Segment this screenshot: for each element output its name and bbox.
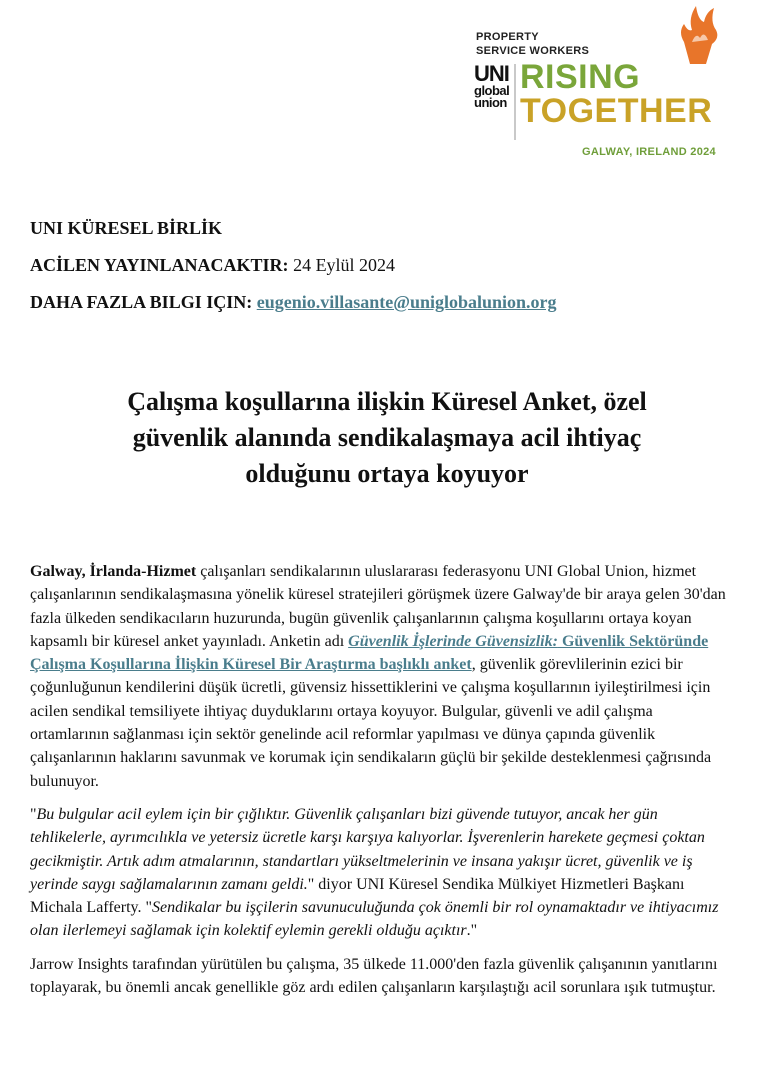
- logo-subtitle: PROPERTY SERVICE WORKERS: [476, 31, 590, 57]
- logo-location: GALWAY, IRELAND 2024: [582, 146, 716, 158]
- logo-together: TOGETHER: [520, 92, 713, 130]
- paragraph-quote: "Bu bulgular acil eylem için bir çığlıktır. Güvenlik çalışanları bizi güvende tutuyor, ancak her gün tehlikelerle, ayrımcılıkla ve yetersiz ücretle karşı karşıya kalıyorlar. İşverenlerin harekete geçmesi çoktan gecikmiştir. Artık adım atmalarının, standartları yükseltmelerinin ve insana yakışır ücret, güvenlik ve iş yerinde saygı sağlamalarının zamanı geldi." diyor UNI Küresel Sendika Mülkiyet Hizmetleri Başkanı Michala Lafferty. "Sendikalar bu işçilerin savunuculuğunda çok önemli bir rol oynamaktadır ve ihtiyacımız olan ilerlemeyi sağlamak için kolektif eylemin gerekli olduğu açıktır.": [30, 805, 719, 940]
- rising-together-logo: [474, 0, 724, 160]
- org-name: UNI KÜRESEL BİRLİK: [30, 218, 223, 238]
- release-line: ACİLEN YAYINLANACAKTIR: 24 Eylül 2024: [30, 255, 396, 275]
- paragraph-intro: Galway, İrlanda-Hizmet çalışanları sendikalarının uluslararası federasyonu UNI Global Union, hizmet çalışanlarının sendikalaşmasına yönelik küresel stratejileri görüşmek üzere Galway'de bir araya gelen 30'dan fazla ülkeden sendikacıların huzurunda, bugün güvenlik çalışanlarının çalışma koşullarını ortaya koyan kapsamlı bir küresel anket yayınladı. Anketin adı Güvenlik İşlerinde Güvensizlik: Güvenlik Sektöründe Çalışma Koşullarına İlişkin Küresel Bir Araştırma başlıklı anket, güvenlik görevlilerinin ezici bir çoğunluğunun kendilerini düşük ücretli, güvensiz hissettiklerini ve çalışma koşullarının iyileştirilmesi için acilen sendikal temsiliyete ihtiyaç duyduklarını ortaya koyuyor. Bulgular, güvenli ve adil çalışma ortamlarının sağlanması için sektör genelinde acil reformlar yapılması ve dünya çapında güvenlik çalışanlarının haklarını savunmak ve korumak için sendikaların güçlü bir şekilde desteklenmesi çağrısında bulunuyor.: [30, 563, 726, 790]
- article-body: [30, 560, 730, 1009]
- paragraph-study: Jarrow Insights tarafından yürütülen bu çalışma, 35 ülkede 11.000'den fazla güvenlik çalışanının yanıtlarını toplayarak, bu önemli ancak genellikle göz ardı edilen çalışanların karşılaştığı acil sorunlara ışık tutmuştur.: [30, 955, 718, 997]
- flame-torch-icon: [670, 2, 724, 68]
- uni-global-union-wordmark: UNI global union: [474, 61, 510, 111]
- logo-divider: [514, 64, 516, 140]
- info-line: DAHA FAZLA BILGI IÇIN: eugenio.villasante@uniglobalunion.org: [30, 292, 557, 312]
- survey-link[interactable]: Güvenlik İşlerinde Güvensizlik: Güvenlik Sektöründe Çalışma Koşullarına İlişkin Küresel Bir Araştırma başlıklı anket: [30, 632, 709, 674]
- release-header: [30, 210, 557, 321]
- contact-email-link[interactable]: eugenio.villasante@uniglobalunion.org: [256, 292, 557, 312]
- logo-rising: RISING: [520, 58, 641, 96]
- headline: Çalışma koşullarına ilişkin Küresel Anket, özel güvenlik alanında sendikalaşmaya acil ihtiyaç olduğunu ortaya koyuyor: [127, 387, 647, 488]
